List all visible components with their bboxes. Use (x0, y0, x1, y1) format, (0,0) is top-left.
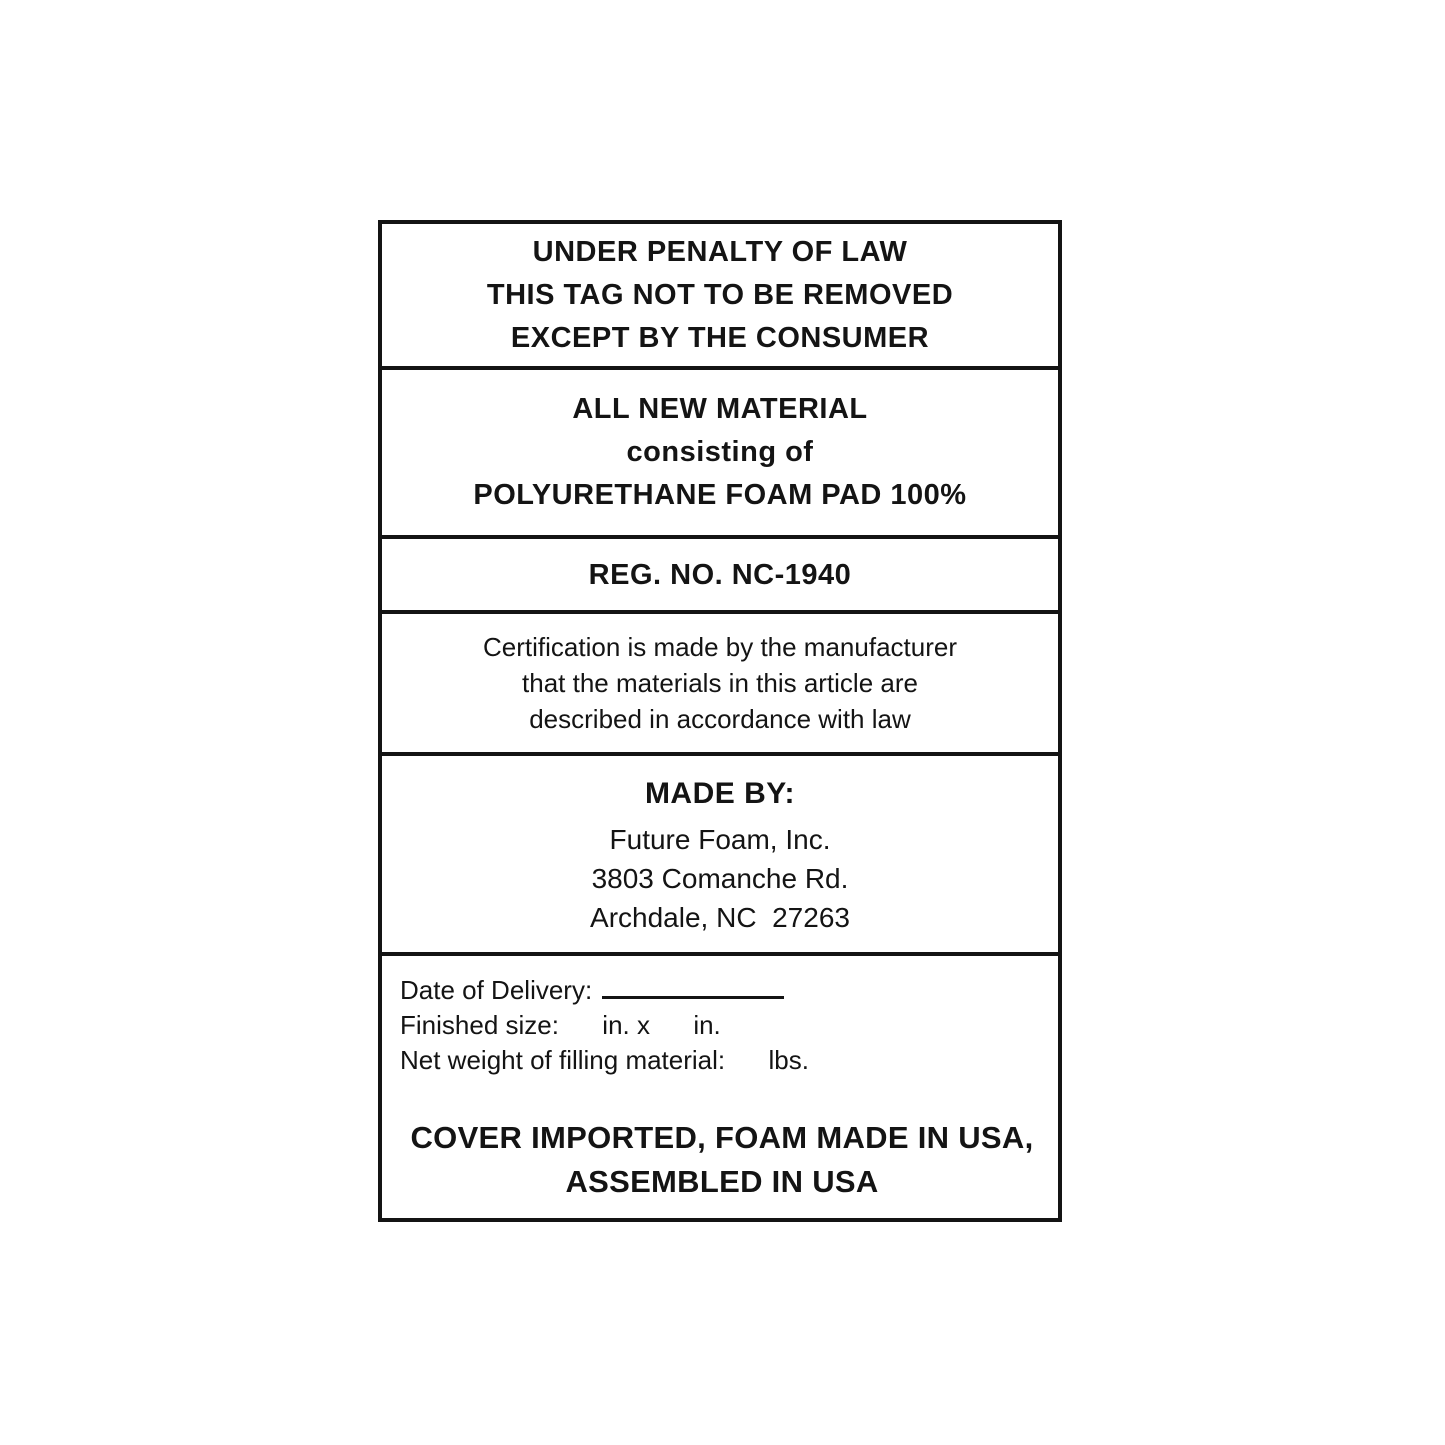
material-line-2: consisting of (626, 436, 814, 468)
certification-line-1: Certification is made by the manufacturer (483, 632, 957, 662)
penalty-line-1: UNDER PENALTY OF LAW (532, 235, 908, 268)
finished-size-row: Finished size: in. x in. (400, 1010, 721, 1040)
certification-section (382, 610, 1058, 752)
manufacturer-street: 3803 Comanche Rd. (591, 862, 849, 894)
penalty-line-2: THIS TAG NOT TO BE REMOVED (486, 278, 954, 311)
law-label-tag (378, 220, 1062, 1222)
registration-number-section (382, 535, 1058, 610)
material-line-3: POLYURETHANE FOAM PAD 100% (473, 479, 967, 511)
material-line-1: ALL NEW MATERIAL (572, 393, 868, 425)
made-by-section (382, 752, 1058, 952)
penalty-section (382, 224, 1058, 366)
made-by-heading: MADE BY: (644, 776, 796, 810)
date-of-delivery-blank (602, 972, 784, 999)
origin-statement (400, 1116, 1044, 1206)
certification-line-3: described in accordance with law (529, 704, 911, 734)
net-weight-row: Net weight of filling material: lbs. (400, 1045, 809, 1075)
material-section (382, 366, 1058, 535)
manufacturer-name: Future Foam, Inc. (609, 823, 831, 855)
details-section (382, 952, 1058, 1218)
manufacturer-city: Archdale, NC 27263 (590, 901, 850, 933)
origin-line-2: ASSEMBLED IN USA (565, 1164, 879, 1199)
date-of-delivery-label: Date of Delivery: (400, 975, 593, 1005)
penalty-line-3: EXCEPT BY THE CONSUMER (510, 321, 930, 354)
origin-line-1: COVER IMPORTED, FOAM MADE IN USA, (410, 1120, 1034, 1155)
date-of-delivery-row (400, 972, 1044, 1008)
registration-number: REG. NO. NC-1940 (588, 558, 852, 591)
certification-line-2: that the materials in this article are (522, 668, 918, 698)
